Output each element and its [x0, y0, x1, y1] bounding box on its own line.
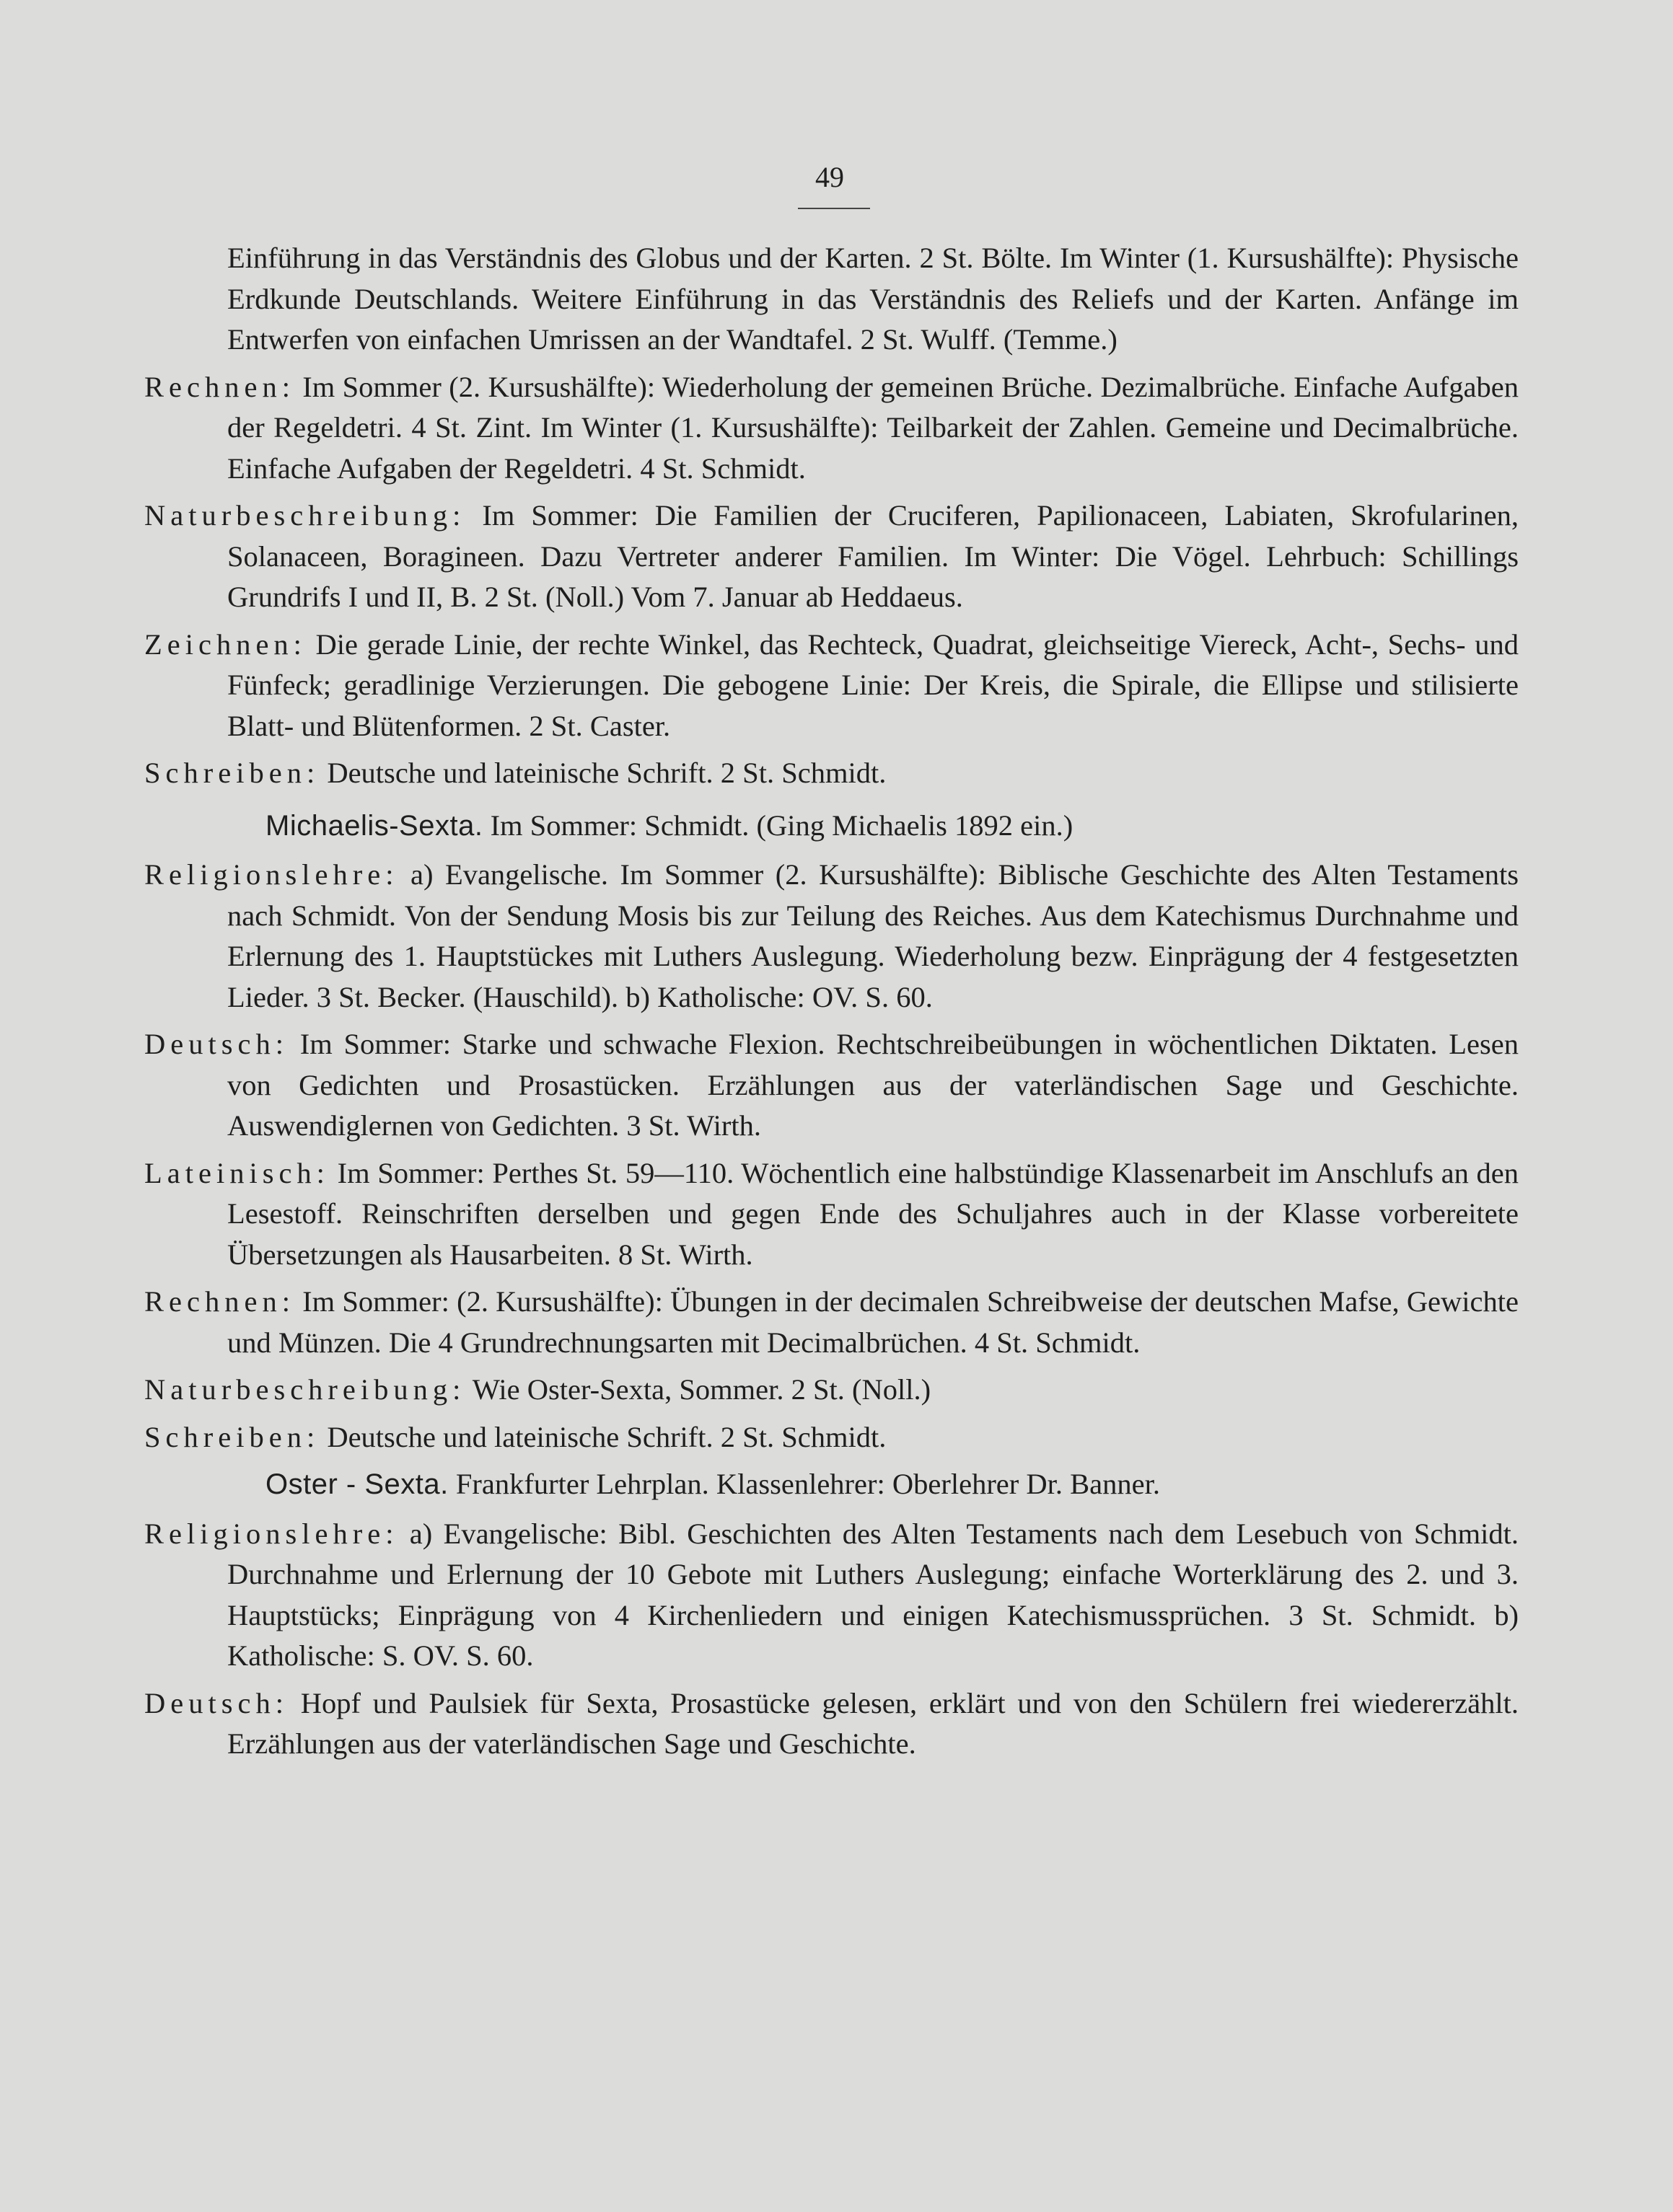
entry-lead: Schreiben: [144, 757, 320, 789]
entry-text: Deutsche und lateinische Schrift. 2 St. Schmidt. [320, 1420, 887, 1453]
entry-lead: Religionslehre: [144, 1517, 399, 1550]
entry-text: Hopf und Paulsiek für Sexta, Prosastücke gelesen, erklärt und von den Schülern frei wiedererzählt. Erzählungen aus der vaterländischen Sage und Geschichte. [227, 1686, 1519, 1760]
entry-text: Im Sommer (2. Kursushälfte): Wiederholung der gemeinen Brüche. Dezimalbrüche. Einfache Aufgaben der Regeldetri. 4 St. Zint. Im Winter (1. Kursushälfte): Teilbarkeit der Zahlen. Gemeine und Decimalbrüche. Einfache Aufgaben der Regeldetri. 4 St. Schmidt. [227, 370, 1519, 485]
entry-rechnen [144, 367, 1519, 490]
entry-deutsch [144, 1024, 1519, 1147]
entry-text: Im Sommer: Die Familien der Cruciferen, Papilionaceen, Labiaten, Skrofularinen, Solanaceen, Boragineen. Dazu Vertreter anderer Familien. Im Winter: Die Vögel. Lehrbuch: Schillings Grundrifs I und II, B. 2 St. (Noll.) Vom 7. Januar ab Heddaeus. [227, 499, 1519, 613]
entry-deutsch [144, 1683, 1519, 1765]
section-heading-text: Im Sommer: Schmidt. (Ging Michaelis 1892 ein.) [483, 808, 1073, 842]
entry-schreiben [144, 753, 1519, 794]
entry-text: Im Sommer: Starke und schwache Flexion. Rechtschreibeübungen in wöchentlichen Diktaten. Lesen von Gedichten und Prosastücken. Erzählungen aus der vaterländischen Sage und Geschichte. Auswendiglernen von Gedichten. 3 St. Wirth. [227, 1028, 1519, 1142]
document-body [144, 238, 1519, 1771]
entry-text: Wie Oster-Sexta, Sommer. 2 St. (Noll.) [465, 1373, 931, 1406]
entry-lead: Zeichnen: [144, 627, 307, 661]
entry-naturbeschreibung [144, 495, 1519, 618]
entry-lead: Lateinisch: [144, 1156, 330, 1189]
section-title: Oster - Sexta. [265, 1468, 449, 1500]
entry-religionslehre [144, 855, 1519, 1018]
entry-text: Im Sommer: (2. Kursushälfte): Übungen in der decimalen Schreibweise der deutschen Mafse, Gewichte und Münzen. Die 4 Grundrechnungsarten mit Decimalbrüchen. 4 St. Schmidt. [227, 1285, 1519, 1359]
entry-text: Im Sommer: Perthes St. 59—110. Wöchentlich eine halbstündige Klassenarbeit im Anschlufs an den Lesestoff. Reinschriften derselben und gegen Ende des Schuljahres auch in der Klasse vorbereitete Übersetzungen als Hausarbeiten. 8 St. Wirth. [227, 1156, 1519, 1271]
entry-lead: Naturbeschreibung: [144, 1373, 466, 1406]
entry-lead: Deutsch: [144, 1028, 289, 1060]
entry-text: a) Evangelische. Im Sommer (2. Kursushälfte): Biblische Geschichte des Alten Testaments nach Schmidt. Von der Sendung Mosis bis zur Teilung des Reiches. Aus dem Katechismus Durchnahme und Erlernung des 1. Hauptstückes mit Luthers Auslegung. Wiederholung bezw. Einprägung der 4 festgesetzten Lieder. 3 St. Becker. (Hauschild). b) Katholische: OV. S. 60. [227, 858, 1519, 1013]
entry-lateinisch [144, 1153, 1519, 1276]
section-title: Michaelis-Sexta. [265, 809, 483, 842]
entry-text: a) Evangelische: Bibl. Geschichten des Alten Testaments nach dem Lesebuch von Schmidt. Durchnahme und Erlernung der 10 Gebote mit Luthers Auslegung; einfache Worterklärung des 2. und 3. Hauptstücks; Einprägung von 4 Kirchenliedern und einigen Katechismussprüchen. 3 St. Schmidt. b) Katholische: S. OV. S. 60. [227, 1517, 1519, 1672]
section-heading-text: Frankfurter Lehrplan. Klassenlehrer: Oberlehrer Dr. Banner. [448, 1468, 1160, 1500]
page-number: 49 [815, 161, 844, 193]
entry-lead: Rechnen: [144, 370, 295, 403]
entry-zeichnen [144, 625, 1519, 747]
entry-naturbeschreibung [144, 1370, 1519, 1411]
page-number-rule [798, 208, 870, 209]
entry-schreiben [144, 1417, 1519, 1458]
entry-rechnen [144, 1282, 1519, 1363]
section-heading-michaelis-sexta [144, 806, 1519, 847]
entry-lead: Schreiben: [144, 1420, 320, 1453]
section-heading-oster-sexta [144, 1464, 1519, 1505]
entry-text: Deutsche und lateinische Schrift. 2 St. Schmidt. [320, 757, 887, 789]
entry-text: Die gerade Linie, der rechte Winkel, das Rechteck, Quadrat, gleichseitige Viereck, Acht-, Sechs- und Fünfeck; geradlinige Verzierungen. Die gebogene Linie: Der Kreis, die Spirale, die Ellipse und stilisierte Blatt- und Blütenformen. 2 St. Caster. [227, 627, 1519, 742]
entry-lead: Deutsch: [144, 1686, 289, 1719]
entry-lead: Naturbeschreibung: [144, 499, 466, 532]
entry-lead: Religionslehre: [144, 858, 399, 891]
continuation-paragraph: Einführung in das Verständnis des Globus und der Karten. 2 St. Bölte. Im Winter (1. Kursushälfte): Physische Erdkunde Deutschlands. Weitere Einführung in das Verständnis des Reliefs und der Karten. Anfänge im Entwerfen von einfachen Umrissen an der Wandtafel. 2 St. Wulff. (Temme.) [227, 242, 1519, 356]
entry-religionslehre [144, 1514, 1519, 1677]
entry-lead: Rechnen: [144, 1285, 295, 1318]
